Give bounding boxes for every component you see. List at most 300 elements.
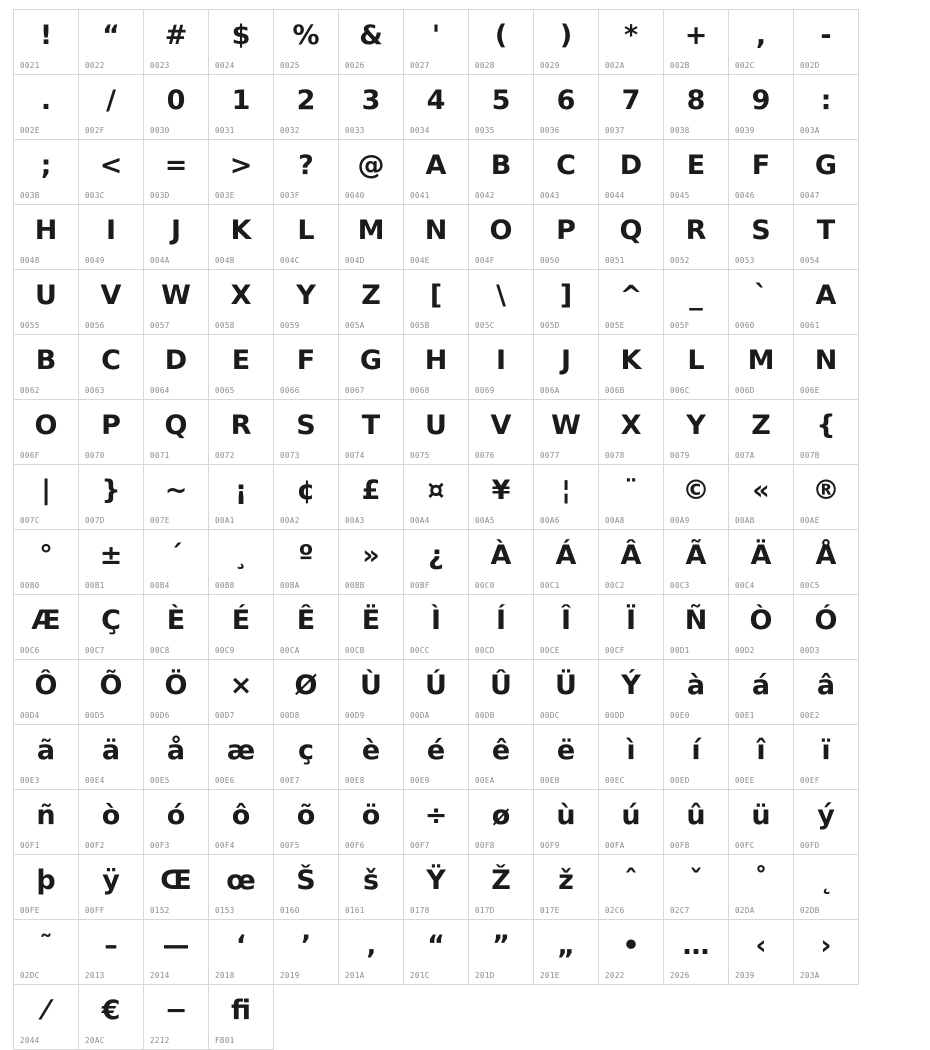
glyph-cell[interactable]	[469, 660, 534, 725]
glyph-character: W	[551, 410, 581, 441]
glyph-cell[interactable]	[404, 530, 469, 595]
glyph-codepoint: 00D6	[150, 711, 170, 720]
glyph-character: ´	[169, 540, 183, 571]
glyph-cell[interactable]	[729, 335, 794, 400]
glyph-cell[interactable]	[144, 205, 209, 270]
glyph-codepoint: 2019	[280, 971, 300, 980]
glyph-codepoint: 003B	[20, 191, 40, 200]
glyph-cell[interactable]	[599, 140, 664, 205]
glyph-cell[interactable]	[79, 10, 144, 75]
glyph-cell[interactable]	[209, 140, 274, 205]
glyph-codepoint: 002D	[800, 61, 820, 70]
glyph-cell[interactable]	[209, 855, 274, 920]
glyph-codepoint: 201E	[540, 971, 560, 980]
glyph-cell[interactable]	[79, 75, 144, 140]
glyph-cell[interactable]	[794, 205, 859, 270]
glyph-cell[interactable]	[469, 855, 534, 920]
glyph-codepoint: 004D	[345, 256, 365, 265]
glyph-cell[interactable]	[599, 400, 664, 465]
glyph-cell[interactable]	[599, 335, 664, 400]
glyph-character: 4	[426, 85, 446, 116]
glyph-cell[interactable]	[144, 530, 209, 595]
glyph-codepoint: 0029	[540, 61, 560, 70]
glyph-cell[interactable]	[339, 270, 404, 335]
glyph-character: |	[41, 475, 51, 506]
glyph-cell[interactable]	[794, 75, 859, 140]
glyph-cell[interactable]	[599, 465, 664, 530]
glyph-codepoint: 0073	[280, 451, 300, 460]
glyph-cell[interactable]	[729, 205, 794, 270]
glyph-cell[interactable]	[274, 855, 339, 920]
glyph-cell[interactable]	[14, 790, 79, 855]
glyph-character: š	[362, 865, 380, 896]
glyph-codepoint: 00CC	[410, 646, 430, 655]
glyph-character: ç	[297, 735, 314, 766]
glyph-cell[interactable]	[729, 400, 794, 465]
glyph-cell[interactable]	[209, 10, 274, 75]
glyph-cell[interactable]	[14, 335, 79, 400]
glyph-cell[interactable]	[729, 725, 794, 790]
glyph-cell[interactable]	[79, 530, 144, 595]
glyph-character: –	[104, 930, 118, 961]
glyph-character: %	[292, 20, 320, 51]
glyph-cell[interactable]	[404, 400, 469, 465]
glyph-cell[interactable]	[469, 75, 534, 140]
glyph-codepoint: 2039	[735, 971, 755, 980]
glyph-cell[interactable]	[404, 10, 469, 75]
glyph-cell[interactable]	[534, 465, 599, 530]
glyph-cell[interactable]	[209, 75, 274, 140]
glyph-codepoint: 005E	[605, 321, 625, 330]
glyph-cell[interactable]	[794, 10, 859, 75]
glyph-cell[interactable]	[534, 660, 599, 725]
glyph-cell[interactable]	[14, 400, 79, 465]
glyph-cell[interactable]	[469, 725, 534, 790]
glyph-cell[interactable]	[534, 790, 599, 855]
glyph-cell[interactable]	[794, 595, 859, 660]
glyph-cell[interactable]	[599, 790, 664, 855]
glyph-codepoint: 0036	[540, 126, 560, 135]
glyph-character: _	[689, 280, 703, 311]
glyph-cell[interactable]	[274, 595, 339, 660]
glyph-cell[interactable]	[339, 595, 404, 660]
glyph-cell[interactable]	[79, 205, 144, 270]
glyph-character: ž	[558, 865, 574, 896]
glyph-cell[interactable]	[209, 530, 274, 595]
glyph-character: ~	[164, 475, 188, 506]
glyph-codepoint: 0069	[475, 386, 495, 395]
glyph-cell[interactable]	[729, 660, 794, 725]
glyph-cell[interactable]	[79, 920, 144, 985]
glyph-cell[interactable]	[144, 465, 209, 530]
glyph-codepoint: 0033	[345, 126, 365, 135]
glyph-cell[interactable]	[209, 920, 274, 985]
glyph-codepoint: 0067	[345, 386, 365, 395]
glyph-character: R	[230, 410, 252, 441]
glyph-codepoint: 0058	[215, 321, 235, 330]
glyph-cell[interactable]	[664, 595, 729, 660]
glyph-cell[interactable]	[534, 75, 599, 140]
glyph-cell[interactable]	[209, 595, 274, 660]
glyph-character: û	[686, 800, 706, 831]
glyph-cell[interactable]	[14, 725, 79, 790]
glyph-cell[interactable]	[794, 335, 859, 400]
glyph-cell[interactable]	[339, 530, 404, 595]
glyph-cell[interactable]	[209, 465, 274, 530]
glyph-cell[interactable]	[274, 140, 339, 205]
glyph-cell[interactable]	[404, 465, 469, 530]
glyph-codepoint: 00DD	[605, 711, 625, 720]
glyph-codepoint: 00DA	[410, 711, 430, 720]
glyph-cell[interactable]	[274, 400, 339, 465]
glyph-cell[interactable]	[469, 790, 534, 855]
glyph-cell[interactable]	[79, 335, 144, 400]
glyph-character: Ú	[425, 670, 447, 701]
glyph-cell[interactable]	[664, 270, 729, 335]
glyph-cell[interactable]	[664, 660, 729, 725]
glyph-character: [	[429, 280, 443, 311]
glyph-cell[interactable]	[469, 595, 534, 660]
glyph-cell[interactable]	[274, 660, 339, 725]
glyph-character: D	[619, 150, 643, 181]
glyph-cell[interactable]	[144, 790, 209, 855]
glyph-character: J	[560, 345, 572, 376]
glyph-cell[interactable]	[664, 530, 729, 595]
glyph-character: F	[751, 150, 771, 181]
glyph-character: ˛	[819, 865, 833, 896]
glyph-character: Í	[495, 605, 507, 636]
glyph-codepoint: 005D	[540, 321, 560, 330]
glyph-codepoint: 003C	[85, 191, 105, 200]
glyph-cell[interactable]	[274, 725, 339, 790]
glyph-cell[interactable]	[469, 140, 534, 205]
glyph-cell[interactable]	[599, 660, 664, 725]
glyph-codepoint: 00C7	[85, 646, 105, 655]
glyph-cell[interactable]	[339, 920, 404, 985]
glyph-cell[interactable]	[144, 140, 209, 205]
glyph-cell[interactable]	[794, 270, 859, 335]
glyph-cell[interactable]	[339, 855, 404, 920]
glyph-codepoint: 00D1	[670, 646, 690, 655]
glyph-cell[interactable]	[339, 75, 404, 140]
glyph-character: I	[105, 215, 117, 246]
glyph-cell[interactable]	[339, 335, 404, 400]
glyph-character: þ	[36, 865, 56, 896]
glyph-codepoint: 00EE	[735, 776, 755, 785]
glyph-cell[interactable]	[664, 855, 729, 920]
glyph-character: ¸	[234, 540, 248, 571]
glyph-cell[interactable]	[664, 920, 729, 985]
glyph-cell[interactable]	[404, 595, 469, 660]
glyph-character: ë	[556, 735, 576, 766]
glyph-character: ’	[300, 930, 312, 961]
glyph-cell[interactable]	[664, 465, 729, 530]
glyph-cell[interactable]	[274, 530, 339, 595]
glyph-codepoint: 0050	[540, 256, 560, 265]
glyph-cell[interactable]	[404, 140, 469, 205]
glyph-cell[interactable]	[209, 400, 274, 465]
glyph-cell[interactable]	[534, 920, 599, 985]
glyph-cell[interactable]	[469, 270, 534, 335]
glyph-cell[interactable]	[144, 855, 209, 920]
glyph-character: œ	[226, 865, 256, 896]
glyph-cell[interactable]	[274, 335, 339, 400]
glyph-character: ®	[812, 475, 840, 506]
glyph-cell[interactable]	[144, 75, 209, 140]
glyph-character: ˜	[39, 930, 53, 961]
glyph-character: G	[359, 345, 383, 376]
glyph-cell[interactable]	[794, 790, 859, 855]
glyph-cell[interactable]	[144, 270, 209, 335]
glyph-cell[interactable]	[14, 660, 79, 725]
glyph-character: Ü	[555, 670, 577, 701]
glyph-cell[interactable]	[469, 205, 534, 270]
glyph-cell[interactable]	[534, 400, 599, 465]
glyph-character: K	[230, 215, 252, 246]
glyph-cell[interactable]	[144, 10, 209, 75]
glyph-cell[interactable]	[599, 10, 664, 75]
glyph-cell[interactable]	[79, 855, 144, 920]
glyph-cell[interactable]	[339, 10, 404, 75]
glyph-cell[interactable]	[14, 855, 79, 920]
glyph-cell[interactable]	[14, 75, 79, 140]
glyph-codepoint: 02C6	[605, 906, 625, 915]
glyph-cell[interactable]	[664, 205, 729, 270]
glyph-cell[interactable]	[209, 335, 274, 400]
glyph-cell[interactable]	[729, 140, 794, 205]
glyph-cell[interactable]	[794, 530, 859, 595]
glyph-cell[interactable]	[79, 660, 144, 725]
glyph-cell[interactable]	[534, 530, 599, 595]
glyph-cell[interactable]	[599, 920, 664, 985]
glyph-cell[interactable]	[534, 10, 599, 75]
glyph-cell[interactable]	[404, 270, 469, 335]
glyph-codepoint: 02DB	[800, 906, 820, 915]
glyph-cell[interactable]	[729, 10, 794, 75]
glyph-cell[interactable]	[599, 595, 664, 660]
glyph-cell[interactable]	[209, 270, 274, 335]
glyph-cell[interactable]	[404, 75, 469, 140]
glyph-character: ú	[621, 800, 641, 831]
glyph-cell[interactable]	[599, 75, 664, 140]
glyph-character: Q	[619, 215, 643, 246]
glyph-cell[interactable]	[404, 855, 469, 920]
glyph-codepoint: 0079	[670, 451, 690, 460]
glyph-cell[interactable]	[79, 140, 144, 205]
glyph-cell[interactable]	[274, 790, 339, 855]
glyph-codepoint: 00F1	[20, 841, 40, 850]
glyph-cell[interactable]	[469, 465, 534, 530]
glyph-character: å	[166, 735, 186, 766]
glyph-cell[interactable]	[144, 400, 209, 465]
glyph-cell[interactable]	[599, 855, 664, 920]
glyph-cell[interactable]	[794, 140, 859, 205]
glyph-character: ?	[298, 150, 314, 181]
glyph-cell[interactable]	[729, 790, 794, 855]
glyph-codepoint: 0063	[85, 386, 105, 395]
glyph-character: ˇ	[689, 865, 703, 896]
glyph-cell[interactable]	[14, 205, 79, 270]
glyph-cell[interactable]	[79, 465, 144, 530]
glyph-cell[interactable]	[339, 660, 404, 725]
glyph-cell[interactable]	[274, 465, 339, 530]
glyph-cell[interactable]	[404, 920, 469, 985]
glyph-cell[interactable]	[729, 920, 794, 985]
glyph-cell[interactable]	[794, 465, 859, 530]
glyph-cell[interactable]	[469, 335, 534, 400]
glyph-cell[interactable]	[534, 335, 599, 400]
glyph-cell[interactable]	[404, 660, 469, 725]
glyph-cell[interactable]	[339, 465, 404, 530]
glyph-cell[interactable]	[209, 725, 274, 790]
glyph-cell[interactable]	[534, 725, 599, 790]
glyph-character: Ó	[814, 605, 838, 636]
glyph-codepoint: 00BA	[280, 581, 300, 590]
glyph-cell[interactable]	[209, 660, 274, 725]
glyph-codepoint: 02C7	[670, 906, 690, 915]
glyph-cell[interactable]	[469, 530, 534, 595]
glyph-cell[interactable]	[664, 10, 729, 75]
glyph-cell[interactable]	[404, 790, 469, 855]
glyph-character: Y	[686, 410, 706, 441]
glyph-cell[interactable]	[274, 205, 339, 270]
glyph-cell[interactable]	[729, 855, 794, 920]
glyph-cell[interactable]	[14, 530, 79, 595]
glyph-cell[interactable]	[794, 855, 859, 920]
glyph-cell[interactable]	[534, 270, 599, 335]
glyph-character: ”	[492, 930, 510, 961]
glyph-codepoint: 00FA	[605, 841, 625, 850]
glyph-cell[interactable]	[534, 595, 599, 660]
glyph-cell[interactable]	[534, 855, 599, 920]
glyph-cell[interactable]	[144, 920, 209, 985]
glyph-codepoint: 00EC	[605, 776, 625, 785]
glyph-cell[interactable]	[599, 270, 664, 335]
glyph-cell[interactable]	[469, 920, 534, 985]
glyph-character: S	[296, 410, 316, 441]
glyph-codepoint: 0024	[215, 61, 235, 70]
glyph-character: ©	[682, 475, 710, 506]
glyph-cell[interactable]	[14, 270, 79, 335]
glyph-character: (	[494, 20, 508, 51]
glyph-cell[interactable]	[14, 140, 79, 205]
glyph-codepoint: 006C	[670, 386, 690, 395]
glyph-cell[interactable]	[729, 75, 794, 140]
glyph-cell[interactable]	[274, 75, 339, 140]
glyph-cell[interactable]	[404, 725, 469, 790]
glyph-cell[interactable]	[209, 205, 274, 270]
glyph-codepoint: 003D	[150, 191, 170, 200]
glyph-cell[interactable]	[339, 790, 404, 855]
glyph-character: ï	[821, 735, 831, 766]
glyph-codepoint: 00D3	[800, 646, 820, 655]
glyph-cell[interactable]	[79, 595, 144, 660]
glyph-character: ý	[817, 800, 835, 831]
glyph-cell[interactable]	[469, 10, 534, 75]
glyph-cell[interactable]	[664, 140, 729, 205]
glyph-cell[interactable]	[209, 790, 274, 855]
glyph-character: ¡	[234, 475, 248, 506]
glyph-character: :	[820, 85, 832, 116]
glyph-cell[interactable]	[14, 465, 79, 530]
glyph-codepoint: 007E	[150, 516, 170, 525]
glyph-character: ê	[491, 735, 511, 766]
glyph-cell[interactable]	[14, 920, 79, 985]
glyph-cell[interactable]	[469, 400, 534, 465]
glyph-cell[interactable]	[729, 530, 794, 595]
glyph-character: °	[39, 540, 53, 571]
glyph-cell[interactable]	[14, 595, 79, 660]
glyph-cell[interactable]	[664, 75, 729, 140]
glyph-character: ‚	[365, 930, 377, 961]
glyph-cell[interactable]	[274, 920, 339, 985]
glyph-codepoint: 00E7	[280, 776, 300, 785]
glyph-cell[interactable]	[729, 465, 794, 530]
glyph-cell[interactable]	[144, 725, 209, 790]
glyph-cell[interactable]	[14, 10, 79, 75]
glyph-cell[interactable]	[794, 725, 859, 790]
glyph-codepoint: 00B0	[20, 581, 40, 590]
glyph-cell[interactable]	[339, 725, 404, 790]
glyph-cell[interactable]	[144, 660, 209, 725]
glyph-character: É	[231, 605, 251, 636]
glyph-cell[interactable]	[79, 270, 144, 335]
glyph-character: I	[495, 345, 507, 376]
glyph-character: X	[620, 410, 642, 441]
glyph-cell[interactable]	[534, 140, 599, 205]
glyph-cell[interactable]	[404, 205, 469, 270]
glyph-cell[interactable]	[404, 335, 469, 400]
glyph-cell[interactable]	[339, 140, 404, 205]
glyph-cell[interactable]	[339, 205, 404, 270]
glyph-cell[interactable]	[144, 595, 209, 660]
glyph-codepoint: 004A	[150, 256, 170, 265]
glyph-character: ^	[619, 280, 643, 311]
glyph-cell[interactable]	[79, 790, 144, 855]
glyph-cell[interactable]	[274, 270, 339, 335]
glyph-character: Ñ	[684, 605, 708, 636]
glyph-cell[interactable]	[729, 270, 794, 335]
glyph-cell[interactable]	[79, 400, 144, 465]
glyph-codepoint: 0039	[735, 126, 755, 135]
glyph-cell[interactable]	[794, 920, 859, 985]
glyph-codepoint: 004C	[280, 256, 300, 265]
glyph-cell[interactable]	[599, 530, 664, 595]
glyph-cell[interactable]	[794, 400, 859, 465]
glyph-cell[interactable]	[664, 725, 729, 790]
glyph-cell[interactable]	[664, 400, 729, 465]
glyph-cell[interactable]	[599, 725, 664, 790]
glyph-character: $	[231, 20, 251, 51]
glyph-codepoint: 004E	[410, 256, 430, 265]
glyph-character: O	[34, 410, 58, 441]
glyph-cell[interactable]	[534, 205, 599, 270]
glyph-character: Å	[815, 540, 837, 571]
glyph-cell[interactable]	[144, 335, 209, 400]
glyph-cell[interactable]	[274, 10, 339, 75]
glyph-codepoint: 007A	[735, 451, 755, 460]
glyph-character: `	[754, 280, 768, 311]
glyph-cell[interactable]	[339, 400, 404, 465]
glyph-cell[interactable]	[79, 725, 144, 790]
glyph-cell[interactable]	[794, 660, 859, 725]
glyph-cell[interactable]	[664, 790, 729, 855]
glyph-codepoint: 0062	[20, 386, 40, 395]
glyph-character: }	[101, 475, 121, 506]
glyph-cell[interactable]	[599, 205, 664, 270]
glyph-cell[interactable]	[664, 335, 729, 400]
glyph-cell[interactable]	[729, 595, 794, 660]
